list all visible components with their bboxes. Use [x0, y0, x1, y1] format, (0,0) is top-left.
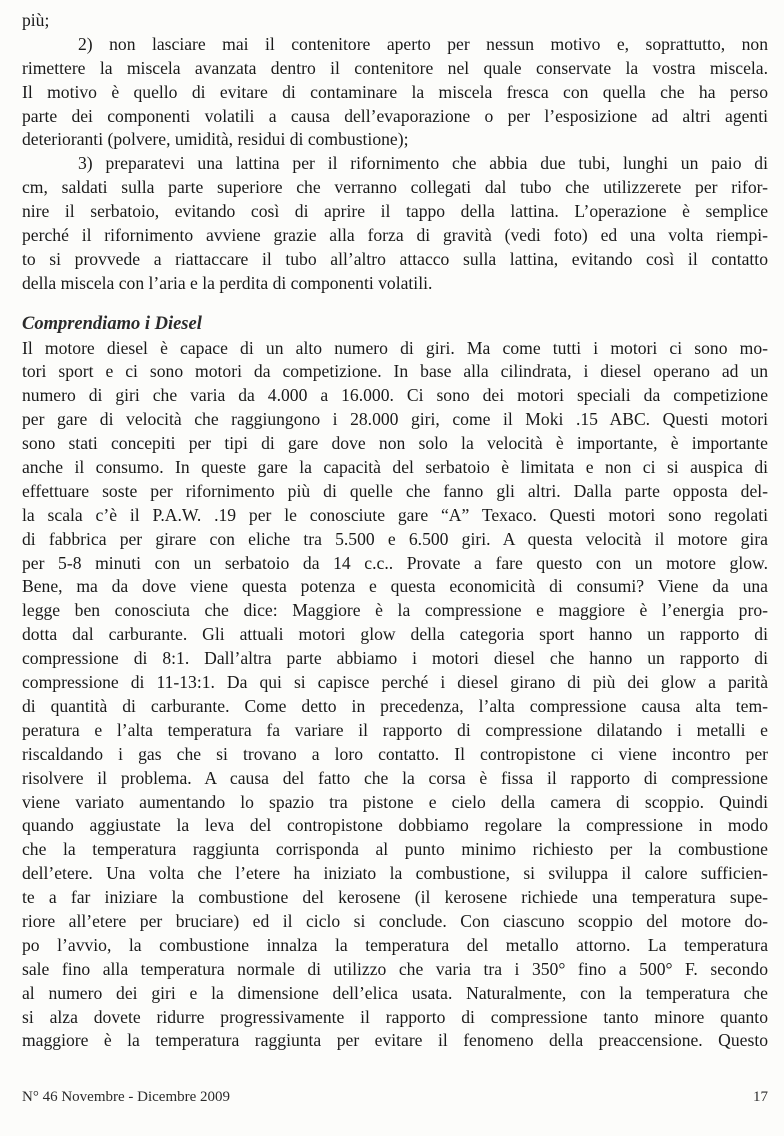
text-line: compressione di 11-13:1. Da qui si capisce perché i diesel girano di più dei glow a parità [22, 672, 768, 693]
text-line: quando aggiustate la leva del contropistone dobbiamo regolare la compressione in modo [22, 815, 768, 836]
text-line: te a far iniziare la combustione del kerosene (il kerosene richiede una temperatura supe- [22, 887, 768, 908]
text-line: sono stati concepiti per tipi di gare dove non solo la velocità è importante, è importante [22, 433, 768, 454]
text-line: legge ben conosciuta che dice: Maggiore è la compressione e maggiore è l’energia pro- [22, 600, 768, 621]
text-line: dotta dal carburante. Gli attuali motori glow della categoria sport hanno un rapporto di [22, 624, 768, 645]
text-line: 3) preparatevi una lattina per il rifornimento che abbia due tubi, lunghi un paio di [78, 153, 768, 174]
text-line: di quantità di carburante. Come detto in precedenza, l’alta compressione causa alta tem- [22, 695, 768, 716]
text-line: maggiore è la temperatura raggiunta per evitare il fenomeno della preaccensione. Questo [22, 1030, 768, 1051]
text-line: per 5-8 minuti con un serbatoio da 14 c.c.. Provate a fare questo con un motore glow. [22, 552, 768, 573]
page-number: 17 [753, 1089, 768, 1105]
text-line: si alza dovete ridurre progressivamente il rapporto di compressione tanto minore quanto [22, 1006, 768, 1027]
text-line: riore all’etere per bruciare) ed il ciclo si conclude. Con ciascuno scoppio del motore do- [22, 910, 768, 931]
paragraph-4 [22, 337, 768, 1054]
text-line: più; [22, 10, 50, 30]
spacer [22, 296, 768, 313]
text-line: effettuare soste per rifornimento più di quelle che fanno gli altri. Dalla parte opposta del- [22, 480, 768, 501]
text-line: viene variato aumentando lo spazio tra pistone e cielo della camera di scoppio. Quindi [22, 791, 768, 812]
text-line: anche il consumo. In queste gare la capacità del serbatoio è limitata e non ci si auspica di [22, 457, 768, 478]
text-line: numero di giri che varia da 4.000 a 16.000. Ci sono dei motori speciali da competizione [22, 385, 768, 406]
text-line: Il motivo è quello di evitare di contaminare la miscela fresca con quella che ha perso [22, 81, 768, 102]
text-line: sale fino alla temperatura normale di utilizzo che varia tra i 350° fino a 500° F. secondo [22, 958, 768, 979]
text-line: rimettere la miscela avanzata dentro il contenitore nel quale conservate la vostra miscela. [22, 57, 768, 78]
text-line: compressione di 8:1. Dall’altra parte abbiamo i motori diesel che hanno un rapporto di [22, 648, 768, 669]
text-line: perché il rifornimento avviene grazie alla forza di gravità (vedi foto) ed una volta riempi- [22, 225, 768, 246]
article-body [22, 9, 768, 1053]
text-line: tori sport e ci sono motori da competizione. In base alla cilindrata, i diesel operano ad un [22, 361, 768, 382]
text-line: riscaldando i gas che si trovano a loro contatto. Il contropistone ci viene incontro per [22, 743, 768, 764]
text-line: cm, saldati sulla parte superiore che verranno collegati dal tubo che utilizzerete per rifor- [22, 177, 768, 198]
text-line: Il motore diesel è capace di un alto numero di giri. Ma come tutti i motori ci sono mo- [22, 337, 768, 358]
text-line: deterioranti (polvere, umidità, residui di combustione); [22, 129, 409, 150]
paragraph-2 [22, 33, 768, 152]
text-line: Bene, ma da dove viene questa potenza e questa economicità di consumi? Viene da una [22, 576, 768, 597]
issue-info: N° 46 Novembre - Dicembre 2009 [22, 1089, 231, 1105]
text-line: to si provvede a riattaccare il tubo all’altro attacco sulla lattina, evitando così il contatto [22, 248, 768, 269]
text-line: al numero dei giri e la dimensione dell’elica usata. Naturalmente, con la temperatura che [22, 982, 768, 1003]
text-line: 2) non lasciare mai il contenitore aperto per nessun motivo e, soprattutto, non [78, 33, 768, 54]
text-line: della miscela con l’aria e la perdita di componenti volatili. [22, 272, 433, 293]
text-line: peratura e l’alta temperatura fa variare il rapporto di compressione dilatando i metalli e [22, 719, 768, 740]
section-heading: Comprendiamo i Diesel [22, 313, 202, 334]
text-line: che la temperatura raggiunta corrisponda al punto minimo richiesto per la combustione [22, 839, 768, 860]
text-line: risolvere il problema. A causa del fatto che la corsa è fissa il rapporto di compressione [22, 767, 768, 788]
text-line: parte dei componenti volatili a causa dell’evaporazione o per l’esposizione ad altri agenti [22, 105, 768, 126]
text-line: per gare di velocità che raggiungono i 28.000 giri, come il Moki .15 ABC. Questi motori [22, 409, 768, 430]
paragraph-3 [22, 152, 768, 295]
text-line: nire il serbatoio, evitando così di aprire il tappo della lattina. L’operazione è semplice [22, 201, 768, 222]
text-line: di fabbrica per girare con eliche tra 5.500 e 6.500 giri. A questa velocità il motore gira [22, 528, 768, 549]
text-line: dell’etere. Una volta che l’etere ha iniziato la combustione, si sviluppa il calore sufficien- [22, 863, 768, 884]
text-line: po l’avvio, la combustione innalza la temperatura del metallo attorno. La temperatura [22, 934, 768, 955]
text-line: la scala c’è il P.A.W. .19 per le conosciute gare “A” Texaco. Questi motori sono regolati [22, 504, 768, 525]
